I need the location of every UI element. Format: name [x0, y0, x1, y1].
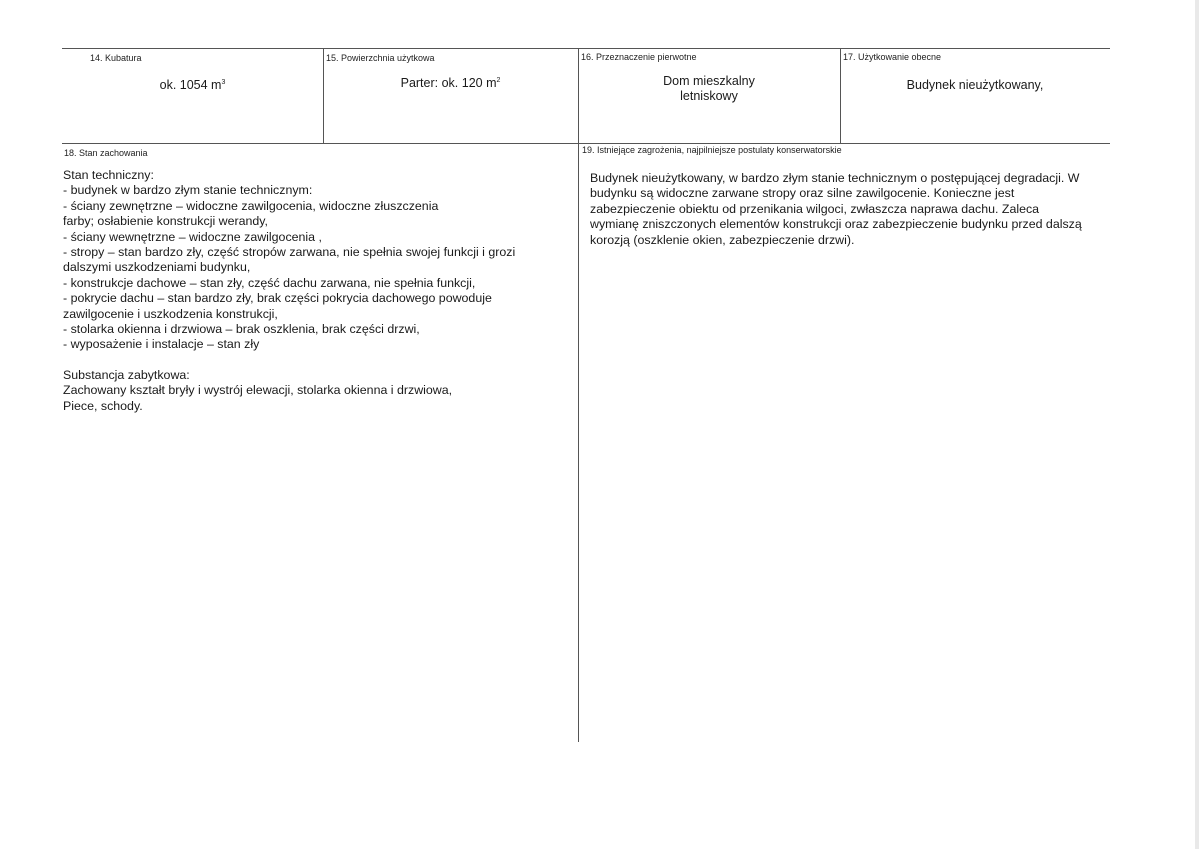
- field-15-value: [323, 76, 578, 91]
- heritage-substance-line: Zachowany kształt bryły i wystrój elewacji, stolarka okienna i drzwiowa,: [63, 383, 453, 398]
- technical-state-line: zawilgocenie i uszkodzenia konstrukcji,: [63, 306, 278, 321]
- threats-line: budynku są widoczne zarwane stropy oraz silne zawilgocenie. Konieczne jest: [590, 186, 1015, 201]
- field-16-value: [578, 74, 840, 104]
- technical-state-line: farby; osłabienie konstrukcji werandy,: [63, 214, 269, 229]
- section-19-label: 19. Istniejące zagrożenia, najpilniejsze postulaty konserwatorskie: [582, 145, 842, 155]
- field-15-value-text: Parter: ok. 120 m: [400, 76, 497, 90]
- field-14-value-text: ok. 1054 m: [159, 78, 222, 92]
- threats-line: korozją (oszklenie okien, zabezpieczenie drzwi).: [590, 232, 855, 247]
- technical-state-line: - pokrycie dachu – stan bardzo zły, brak części pokrycia dachowego powoduje: [63, 291, 492, 306]
- technical-state-line: - ściany wewnętrzne – widoczne zawilgocenia ,: [63, 229, 322, 244]
- heritage-substance-line: Piece, schody.: [63, 398, 143, 413]
- technical-state-line: - budynek w bardzo złym stanie technicznym:: [63, 183, 313, 198]
- technical-state-line: - wyposażenie i instalacje – stan zły: [63, 337, 260, 352]
- field-17-label: 17. Użytkowanie obecne: [843, 52, 942, 62]
- scan-edge: [1195, 0, 1199, 849]
- top-rule: [62, 48, 1110, 49]
- threats-line: Budynek nieużytkowany, w bardzo złym stanie technicznym o postępującej degradacji. W: [590, 171, 1080, 185]
- technical-state-heading: Stan techniczny:: [63, 168, 154, 182]
- divider-16-17: [840, 48, 841, 143]
- field-16-label: 16. Przeznaczenie pierwotne: [581, 52, 697, 62]
- threats-line: wymianę zniszczonych elementów konstrukcji oraz zabezpieczenie budynku przed dalszą: [590, 217, 1082, 232]
- field-16-value-line1: Dom mieszkalny: [663, 74, 755, 88]
- section-19-content: [590, 171, 1110, 248]
- field-14-value: [62, 78, 323, 93]
- field-15-value-exponent: 2: [496, 76, 501, 84]
- divider-14-15: [323, 48, 324, 143]
- technical-state-line: - konstrukcje dachowe – stan zły, część dachu zarwana, nie spełnia funkcji,: [63, 275, 476, 290]
- field-15-label: 15. Powierzchnia użytkowa: [326, 53, 435, 63]
- technical-state-line: dalszymi uszkodzeniami budynku,: [63, 260, 251, 275]
- section-18-content: [63, 168, 573, 414]
- heritage-substance-heading: Substancja zabytkowa:: [63, 367, 190, 382]
- technical-state-line: - stropy – stan bardzo zły, część stropów zarwana, nie spełnia swojej funkcji i grozi: [63, 245, 516, 260]
- field-16-value-line2: letniskowy: [680, 89, 738, 103]
- field-14-label: 14. Kubatura: [90, 53, 142, 63]
- section-18-label: 18. Stan zachowania: [64, 148, 148, 158]
- divider-15-16: [578, 48, 579, 742]
- middle-rule: [62, 143, 1110, 144]
- field-17-value: Budynek nieużytkowany,: [906, 78, 1044, 92]
- field-14-value-exponent: 3: [221, 78, 226, 86]
- technical-state-line: - ściany zewnętrzne – widoczne zawilgocenia, widoczne złuszczenia: [63, 198, 439, 213]
- threats-line: zabezpieczenie obiektu od przenikania wilgoci, zwłaszcza naprawa dachu. Zaleca: [590, 201, 1040, 216]
- technical-state-line: - stolarka okienna i drzwiowa – brak oszklenia, brak części drzwi,: [63, 322, 420, 337]
